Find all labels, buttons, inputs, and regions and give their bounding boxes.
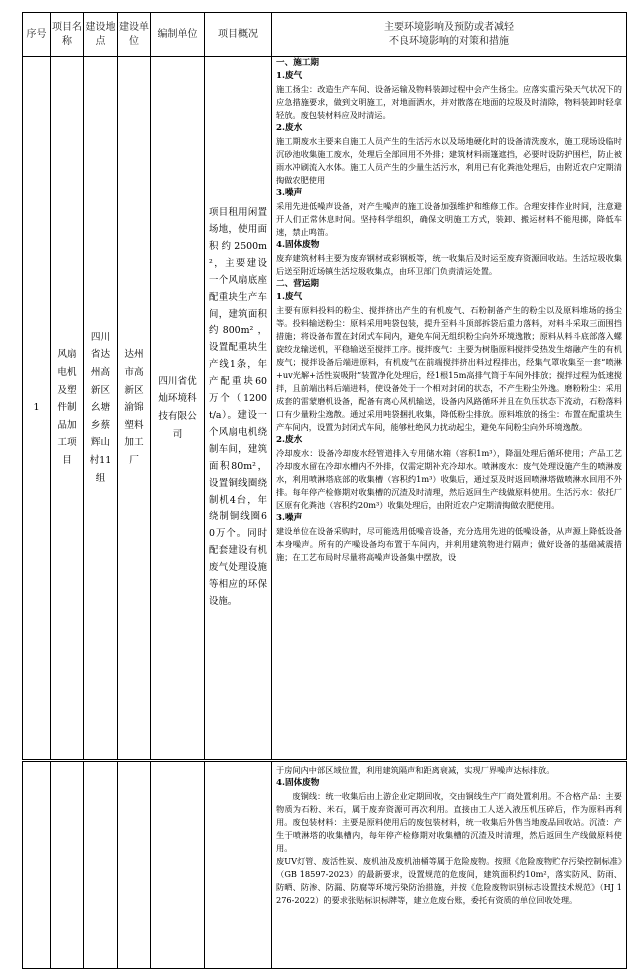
header-location: 建设地点	[84, 13, 118, 57]
project-table-continued	[22, 761, 627, 969]
construction-air-heading: 1.废气	[276, 71, 303, 81]
table-row-continued	[23, 762, 627, 969]
construction-air-text: 施工扬尘：改造生产车间、设备运输及物料装卸过程中会产生扬尘。应落实重污染天气状况下的应急措施要求，做到文明施工，对地面洒水，并对散落在地面的垃圾及时清除，物料装卸时轻拿轻放。废包装材料应及时清运。	[276, 84, 622, 120]
cell-compiler: 四川省优灿环境科技有限公司	[151, 57, 205, 760]
cell-overview: 项目租用闲置场地，使用面积约2500m²，主要建设一个风扇底座配重块生产车间，建筑面积约800m²，设置配重块生产线1条，年产配重块60万个（1200t/a）。建设一个风扇电机绕制车间，建筑面积80m²，设置铜线圈绕制机4台，年绕制铜线圈60万个。同时配套建设有机废气处理设施等相应的环保设施。	[205, 57, 272, 760]
header-index: 序号	[23, 13, 51, 57]
header-measures-line1: 主要环境影响及预防或者减轻	[384, 21, 514, 33]
operation-noise-text-cont: 于房间内中部区域位置，利用建筑隔声和距离衰减，实现厂界噪声达标排放。	[276, 765, 555, 775]
cell-unit: 达州市高新区渝锦塑料加工厂	[118, 57, 151, 760]
construction-noise-text: 采用先进低噪声设备，对产生噪声的施工设备加强维护和维修工作。合理安排作业时间，注意避开人们正常休息时间。坚持科学组织，确保文明施工方式，装卸、搬运材料不能甩掷，降低车速，禁止鸣笛。	[276, 201, 622, 237]
header-project-name: 项目名称	[51, 13, 84, 57]
construction-solid-text: 废弃建筑材料主要为废弃钢材或彩钢板等，统一收集后及时运至废弃资源回收站。生活垃圾收集后送至附近场镇生活垃圾收集点，由环卫部门负责清运处置。	[276, 253, 622, 276]
operation-noise-text: 建设单位在设备采购时，尽可能选用低噪音设备，充分选用先进的低噪设备，从声源上降低设备本身噪声。所有的产噪设备均布置于车间内，并利用建筑物进行隔声；做好设备的基础减震措施；在工艺布局时尽量将高噪声设备集中摆放，设	[276, 526, 622, 562]
section-construction-title: 一、施工期	[276, 58, 319, 68]
operation-water-heading: 2.废水	[276, 435, 303, 445]
project-table	[22, 12, 627, 760]
operation-solid-text-1: 废铜线：统一收集后由上游企业定期回收，交由铜线生产厂商处置利用。不合格产品：主要物质为石粉、米石，属于废弃资源可再次利用。直接由工人送入液压机压碎后，作为原料再利用。废包装材料：主要是原料使用后的废包装材料，统一收集后外售当地废品回收站。沉渣：产生于喷淋塔的收集槽内，每年停产检修期对收集槽的沉渣及时清理，然后返回生产线做原料使用。	[276, 791, 622, 853]
operation-water-text: 冷却废水：设备冷却废水经管道排入专用储水箱（容积1m³），降温处理后循环使用；产品工艺冷却废水留在冷却水槽内不外排，仅需定期补充冷却水。喷淋废水：废气处理设施产生的喷淋废水，利用喷淋塔底部的收集槽（容积约1m³）收集后，通过泵及时返回喷淋塔做喷淋水回用不外排。每年停产检修期对收集槽的沉渣及时清理，然后返回生产线做原料使用。生活污水：依托厂区原有化粪池（容积约20m³）收集处理后，由附近农户定期清掏做农肥使用。	[276, 448, 622, 510]
operation-air-heading: 1.废气	[276, 292, 303, 302]
cell-index: 1	[23, 57, 51, 760]
construction-water-text: 施工期废水主要来自施工人员产生的生活污水以及场地硬化时的设备清洗废水，施工现场设临时沉砂池收集施工废水，处理后全部回用不外排；建筑材料雨篷遮挡，必要时设防护围栏，防止被雨水冲刷流入水体。施工人员产生的少量生活污水，利用已有化粪池处理后，由附近农户定期清掏做农肥使用	[276, 136, 622, 185]
operation-noise-heading: 3.噪声	[276, 513, 303, 523]
operation-solid-text-2: 废UV灯管、废活性炭、废机油及废机油桶等属于危险废物。按照《危险废物贮存污染控制标准》（GB 18597-2023）的最新要求，设置规范的危废间，建筑面积约10m²，落实防风、防雨、防晒、防渗、防漏、防腐等环境污染防治措施，并按《危险废物识别标志设置技术规范》（HJ 1276-2022）的要求张贴标识标牌等，建立危废台账，委托有资质的单位回收处理。	[276, 856, 622, 905]
cell-unit-cont	[118, 762, 151, 969]
cell-measures-cont	[272, 762, 627, 969]
operation-solid-heading: 4.固体废物	[276, 778, 320, 788]
cell-project-name-cont	[51, 762, 84, 969]
header-overview: 项目概况	[205, 13, 272, 57]
construction-noise-heading: 3.噪声	[276, 188, 303, 198]
operation-air-text: 主要有原料投料的粉尘、搅拌挤出产生的有机废气、石粉制备产生的粉尘以及原料堆场的扬尘等。投料输送粉尘：原料采用吨袋包装，提升至料斗顶部拆袋后重力落料，对料斗采取三面围挡措施；将设备布置在封闭式车间内，避免车间无组织粉尘向外环境逸散；原料从料斗底部落入螺旋绞龙输送机，平稳输送至搅拌工序。搅拌废气：主要为树脂原料搅拌受热发生熔融产生的有机废气；搅拌设备后端进原料，有机废气在前端搅拌挤出料过程排出，经集气罩收集至一套“喷淋+uv光解+活性炭吸附”装置净化处理后，经1根15m高排气筒于车间外排放；搅拌过程为低速搅拌，且前端出料后端进料，使设备处于一个相对封闭的状态，不产生粉尘外逸。磨粉粉尘：采用成套的雷蒙磨机设备，配备有离心风机输送，设备内风路循环并且在负压状态下流动，石粉落料口有少量粉尘逸散。通过采用吨袋捆扎收集，降低粉尘排放。原料堆放的扬尘：布置在配重块生产车间内，设置为封闭式车间，能够杜绝风力扰动起尘，避免车间粉尘向外环境逸散。	[276, 305, 622, 432]
header-measures-line2: 不良环境影响的对策和措施	[389, 35, 509, 47]
header-compiler: 编制单位	[151, 13, 205, 57]
header-row	[23, 13, 627, 57]
table-row	[23, 57, 627, 760]
section-operation-title: 二、营运期	[276, 279, 319, 289]
construction-water-heading: 2.废水	[276, 123, 303, 133]
cell-location: 四川省达州高新区幺塘乡蔡辉山村11组	[84, 57, 118, 760]
cell-project-name: 风扇电机及塑件制品加工项目	[51, 57, 84, 760]
cell-overview-cont	[205, 762, 272, 969]
cell-index-cont	[23, 762, 51, 969]
construction-solid-heading: 4.固体废物	[276, 240, 320, 250]
cell-location-cont	[84, 762, 118, 969]
header-unit: 建设单位	[118, 13, 151, 57]
header-measures	[272, 13, 627, 57]
cell-compiler-cont	[151, 762, 205, 969]
cell-measures	[272, 57, 627, 760]
